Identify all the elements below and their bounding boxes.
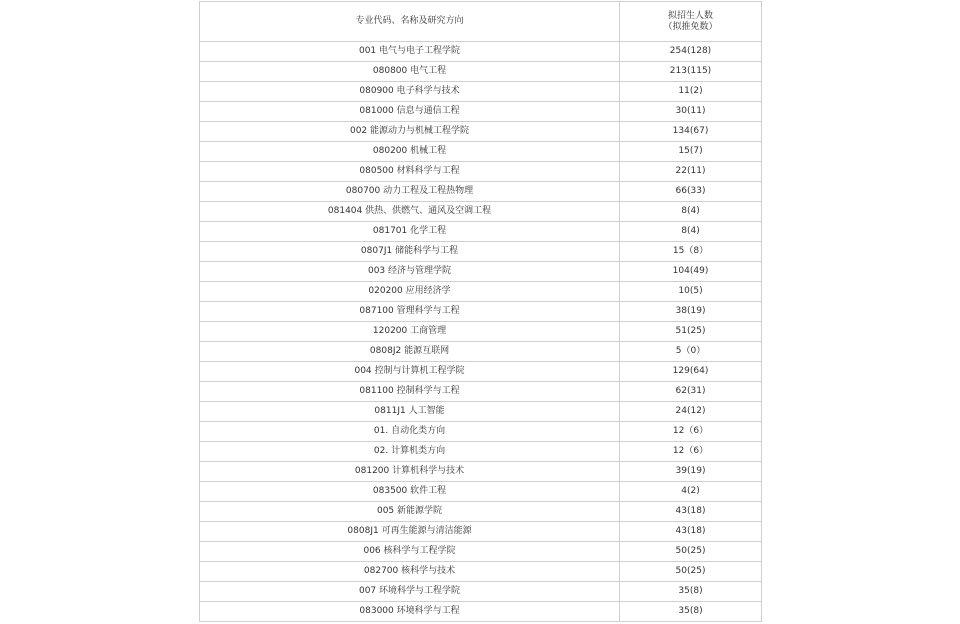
count-cell: 129(64)	[620, 362, 762, 382]
count-cell: 104(49)	[620, 262, 762, 282]
count-cell: 43(18)	[620, 522, 762, 542]
program-cell: 120200 工商管理	[200, 322, 620, 342]
table-row	[200, 562, 762, 582]
table-row	[200, 362, 762, 382]
program-cell: 020200 应用经济学	[200, 282, 620, 302]
table-row	[200, 62, 762, 82]
program-cell: 081701 化学工程	[200, 222, 620, 242]
count-cell: 5（0）	[620, 342, 762, 362]
program-cell: 080500 材料科学与工程	[200, 162, 620, 182]
program-cell: 007 环境科学与工程学院	[200, 582, 620, 602]
header-enrollment-line1: 拟招生人数	[667, 10, 713, 21]
table-row	[200, 262, 762, 282]
table-row	[200, 482, 762, 502]
table-row	[200, 602, 762, 622]
count-cell: 43(18)	[620, 502, 762, 522]
program-cell: 003 经济与管理学院	[200, 262, 620, 282]
program-cell: 0811J1 人工智能	[200, 402, 620, 422]
program-cell: 0808J2 能源互联网	[200, 342, 620, 362]
program-cell: 080800 电气工程	[200, 62, 620, 82]
table-row	[200, 342, 762, 362]
count-cell: 134(67)	[620, 122, 762, 142]
count-cell: 8(4)	[620, 202, 762, 222]
count-cell: 8(4)	[620, 222, 762, 242]
program-cell: 004 控制与计算机工程学院	[200, 362, 620, 382]
count-cell: 10(5)	[620, 282, 762, 302]
table-row	[200, 142, 762, 162]
header-enrollment	[620, 2, 762, 42]
program-cell: 083000 环境科学与工程	[200, 602, 620, 622]
program-cell: 081000 信息与通信工程	[200, 102, 620, 122]
count-cell: 22(11)	[620, 162, 762, 182]
count-cell: 51(25)	[620, 322, 762, 342]
table-row	[200, 502, 762, 522]
header-program: 专业代码、名称及研究方向	[200, 2, 620, 42]
program-cell: 083500 软件工程	[200, 482, 620, 502]
program-cell: 001 电气与电子工程学院	[200, 42, 620, 62]
count-cell: 39(19)	[620, 462, 762, 482]
program-cell: 080900 电子科学与技术	[200, 82, 620, 102]
count-cell: 24(12)	[620, 402, 762, 422]
table-row	[200, 122, 762, 142]
table-row	[200, 382, 762, 402]
count-cell: 12（6）	[620, 422, 762, 442]
program-cell: 01. 自动化类方向	[200, 422, 620, 442]
count-cell: 4(2)	[620, 482, 762, 502]
program-cell: 081404 供热、供燃气、通风及空调工程	[200, 202, 620, 222]
count-cell: 66(33)	[620, 182, 762, 202]
count-cell: 62(31)	[620, 382, 762, 402]
program-cell: 081100 控制科学与工程	[200, 382, 620, 402]
program-cell: 081200 计算机科学与技术	[200, 462, 620, 482]
count-cell: 15（8）	[620, 242, 762, 262]
table-row	[200, 582, 762, 602]
program-cell: 02. 计算机类方向	[200, 442, 620, 462]
table-row	[200, 182, 762, 202]
table-row	[200, 42, 762, 62]
header-enrollment-line2: （拟推免数）	[663, 21, 718, 32]
table-row	[200, 82, 762, 102]
table-row	[200, 302, 762, 322]
enrollment-table	[199, 1, 762, 622]
count-cell: 15(7)	[620, 142, 762, 162]
program-cell: 0807J1 储能科学与工程	[200, 242, 620, 262]
table-row	[200, 282, 762, 302]
count-cell: 254(128)	[620, 42, 762, 62]
program-cell: 082700 核科学与技术	[200, 562, 620, 582]
table-row	[200, 102, 762, 122]
program-cell: 005 新能源学院	[200, 502, 620, 522]
table-row	[200, 402, 762, 422]
program-cell: 080700 动力工程及工程热物理	[200, 182, 620, 202]
table-row	[200, 462, 762, 482]
table-row	[200, 242, 762, 262]
count-cell: 30(11)	[620, 102, 762, 122]
count-cell: 12（6）	[620, 442, 762, 462]
count-cell: 50(25)	[620, 562, 762, 582]
count-cell: 35(8)	[620, 602, 762, 622]
count-cell: 38(19)	[620, 302, 762, 322]
table-row	[200, 162, 762, 182]
table-body	[200, 42, 762, 622]
table-row	[200, 522, 762, 542]
program-cell: 006 核科学与工程学院	[200, 542, 620, 562]
program-cell: 080200 机械工程	[200, 142, 620, 162]
enrollment-table-container	[199, 1, 761, 622]
table-row	[200, 202, 762, 222]
table-row	[200, 222, 762, 242]
program-cell: 002 能源动力与机械工程学院	[200, 122, 620, 142]
table-row	[200, 322, 762, 342]
table-header-row	[200, 2, 762, 42]
program-cell: 087100 管理科学与工程	[200, 302, 620, 322]
table-row	[200, 542, 762, 562]
table-row	[200, 442, 762, 462]
count-cell: 50(25)	[620, 542, 762, 562]
program-cell: 0808J1 可再生能源与清洁能源	[200, 522, 620, 542]
count-cell: 11(2)	[620, 82, 762, 102]
count-cell: 213(115)	[620, 62, 762, 82]
table-row	[200, 422, 762, 442]
count-cell: 35(8)	[620, 582, 762, 602]
